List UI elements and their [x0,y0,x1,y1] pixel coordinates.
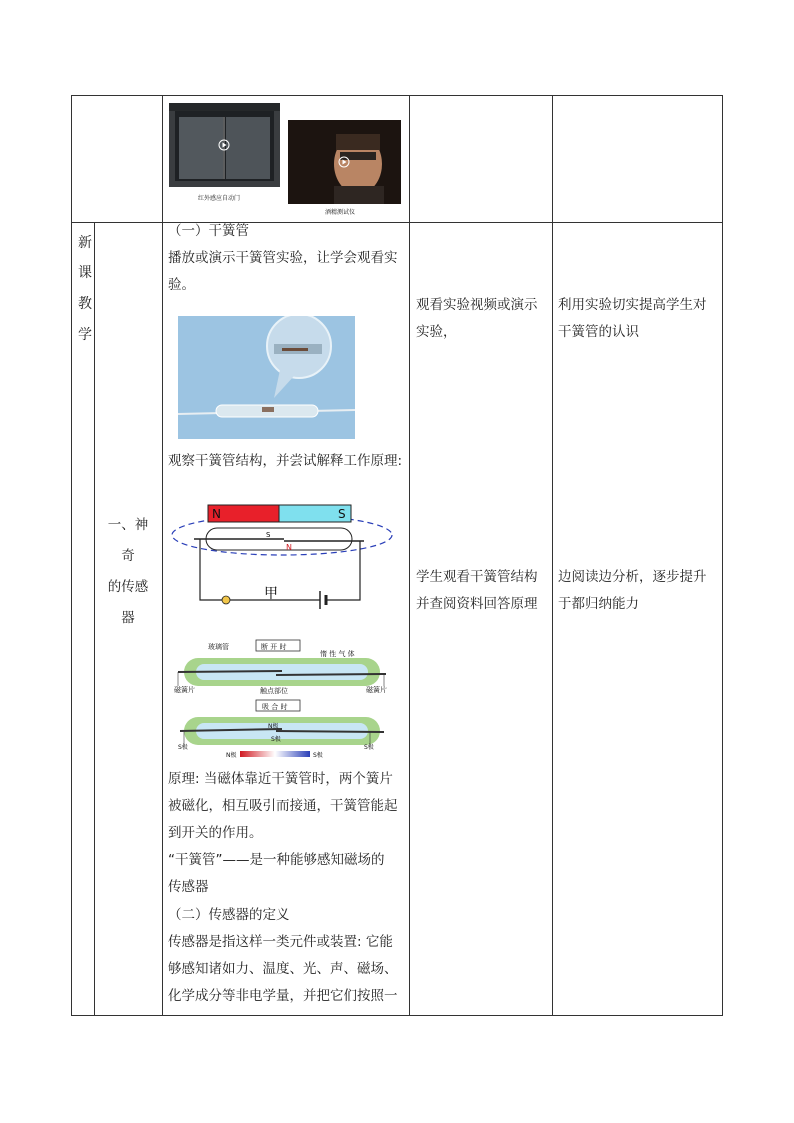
reed-s-label: S [266,531,271,539]
s-pole-label: S极 [271,736,281,743]
side-label-char: 教 [78,296,92,312]
student-activity-1: 观看实验视频或演示 实验， [416,297,538,340]
heading-sensor-definition: （二）传感器的定义 [168,907,290,923]
gas-label: 惰 性 气 体 [320,650,355,658]
side-label-char: 新 [78,235,92,251]
section-title: 一、神奇 的传感 器 [107,517,149,626]
state-open-label: 断 开 时 [261,643,287,651]
state-closed-label: 吸 合 时 [262,703,288,711]
sensor-definition-paragraph: 传感器是指这样一类元件或装置: 它能 够感知诸如力、温度、光、声、磁场、 化学成分等非电学量，并把它们按照一 [168,934,398,1004]
alcohol-tester-image [288,120,401,204]
reed-left-label: 磁簧片 [174,686,195,694]
reed-switch-definition: “干簧管”——是一种能够感知磁场的 传感器 [168,852,385,895]
side-label-char: 课 [78,265,92,281]
reed-n-label: N [286,543,292,552]
n-pole-label: N极 [268,723,279,730]
glass-label: 玻璃管 [208,643,229,651]
design-intent-2: 边阅读边分析，逐步提升 于都归纳能力 [558,569,707,612]
principle-paragraph: 原理: 当磁体靠近干簧管时，两个簧片 被磁化，相互吸引而接通，干簧管能起 到开关的作用。 [168,771,398,841]
design-intent-1: 利用实验切实提高学生对 干簧管的认识 [558,297,707,340]
automatic-door-image [169,103,280,187]
magnet-n-label: N [212,507,221,521]
bar-s-label: S极 [313,752,323,759]
image-caption: 酒精测试仪 [325,209,356,216]
magnet-s-label: S [338,507,346,521]
s-pole-left-label: S极 [178,744,188,751]
contact-label: 触点部位 [260,687,288,695]
col-divider [409,95,410,1016]
heading-reed-switch: （一）干簧管 [168,223,249,239]
bar-n-label: N极 [226,752,237,759]
reed-right-label: 磁簧片 [366,686,387,694]
student-activity-2: 学生观看干簧管结构 并查阅资料回答原理 [416,569,538,612]
intro-paragraph: 播放或演示干簧管实验，让学会观看实 验。 [168,250,398,293]
image-caption: 红外感应自动门 [198,195,241,202]
col-divider [94,222,95,1016]
s-pole-right-label: S极 [364,744,374,751]
observe-instruction: 观察干簧管结构，并尝试解释工作原理: [168,453,403,469]
col-divider [552,95,553,1016]
reed-state-diagram [170,638,394,760]
reed-switch-photo [178,316,355,439]
side-label-char: 学 [78,327,92,343]
circuit-label: 甲 [264,586,278,602]
col-divider [162,95,163,1016]
reed-circuit-diagram [170,503,394,613]
